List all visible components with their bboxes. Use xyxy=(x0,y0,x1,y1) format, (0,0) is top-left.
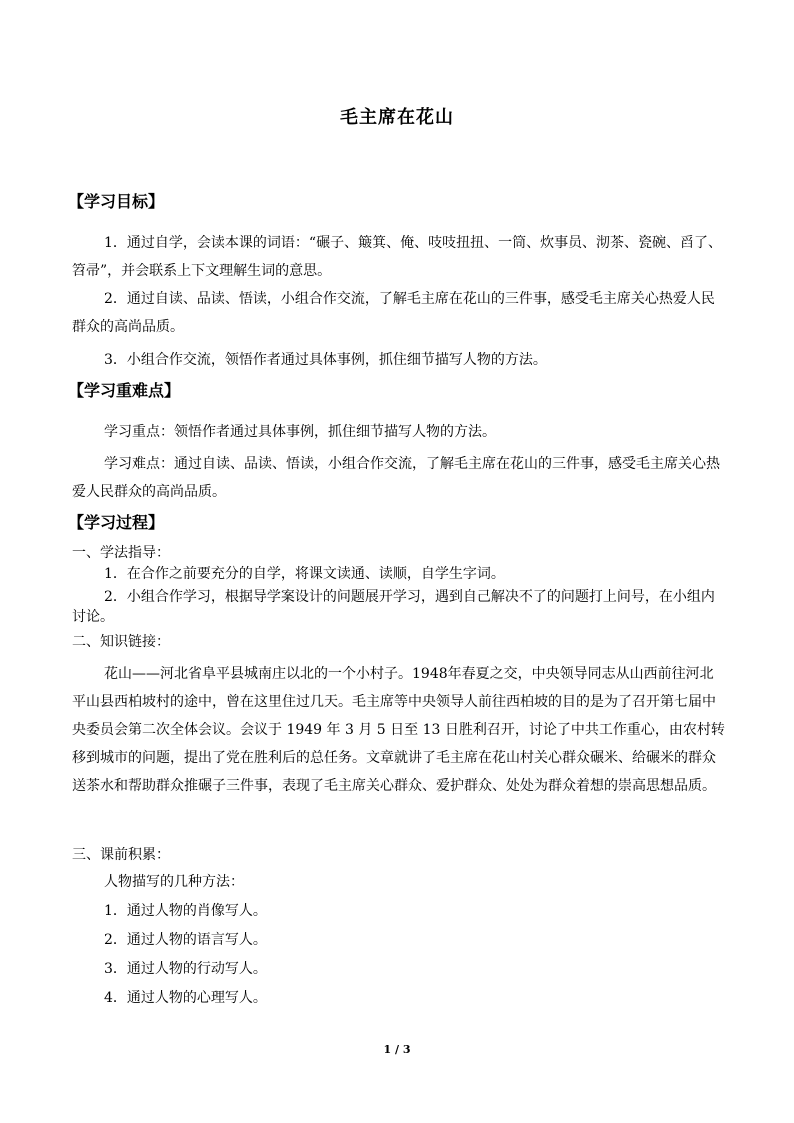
difficult-point-item: 学习难点：通过自读、品读、悟读，小组合作交流，了解毛主席在花山的三件事，感受毛主席关心热爱人民群众的高尚品质。 xyxy=(72,456,720,500)
goal-item-3: 3．小组合作交流，领悟作者通过具体事例，抓住细节描写人物的方法。 xyxy=(104,352,547,368)
section-heading-goals: 【学习目标】 xyxy=(68,192,165,211)
part1-heading: 一、学法指导： xyxy=(72,545,170,561)
accumulation-item-3: 3．通过人物的行动写人。 xyxy=(104,961,267,977)
section-heading-process: 【学习过程】 xyxy=(68,513,165,532)
accumulation-intro: 人物描写的几种方法： xyxy=(104,874,244,890)
knowledge-link-text: 花山——河北省阜平县城南庄以北的一个小村子。1948年春夏之交，中央领导同志从山西前往河北平山县西柏坡村的途中，曾在这里住过几天。毛主席等中央领导人前往西柏坡的目的是为了召开第七届中央委员会第二次全体会议。会议于 1949 年 3 月 5 日至 13 日胜利召开，讨论了中共工作重心，由农村转移到城市的问题，提出了党在胜利后的总任务。文章就讲了毛主席在花山村关心群众碾米、给碾米的群众送茶水和帮助群众推碾子三件事，表现了毛主席关心群众、爱护群众、处处为群众着想的崇高思想品质。 xyxy=(72,666,725,794)
page-title: 毛主席在花山 xyxy=(340,107,454,128)
accumulation-item-2: 2．通过人物的语言写人。 xyxy=(104,932,267,948)
method-item-1: 1．在合作之前要充分的自学，将课文读通、读顺，自学生字词。 xyxy=(104,566,505,582)
section-heading-key-points: 【学习重难点】 xyxy=(68,381,181,400)
page-number: 1 / 3 xyxy=(383,1043,411,1056)
method-item-2: 2．小组合作学习，根据导学案设计的问题展开学习，遇到自己解决不了的问题打上问号，在小组内讨论。 xyxy=(72,589,715,625)
part3-heading: 三、课前积累： xyxy=(72,847,170,863)
part2-heading: 二、知识链接： xyxy=(72,634,170,650)
key-point-item: 学习重点：领悟作者通过具体事例，抓住细节描写人物的方法。 xyxy=(104,424,496,440)
accumulation-item-1: 1．通过人物的肖像写人。 xyxy=(104,903,267,919)
accumulation-item-4: 4．通过人物的心理写人。 xyxy=(104,990,267,1006)
goal-item-1: 1．通过自学，会读本课的词语：“碾子、簸箕、俺、吱吱扭扭、一筒、炊事员、沏茶、瓷碗、舀了、笤帚”，并会联系上下文理解生词的意思。 xyxy=(72,235,723,279)
goal-item-2: 2．通过自读、品读、悟读，小组合作交流，了解毛主席在花山的三件事，感受毛主席关心热爱人民群众的高尚品质。 xyxy=(72,291,715,335)
